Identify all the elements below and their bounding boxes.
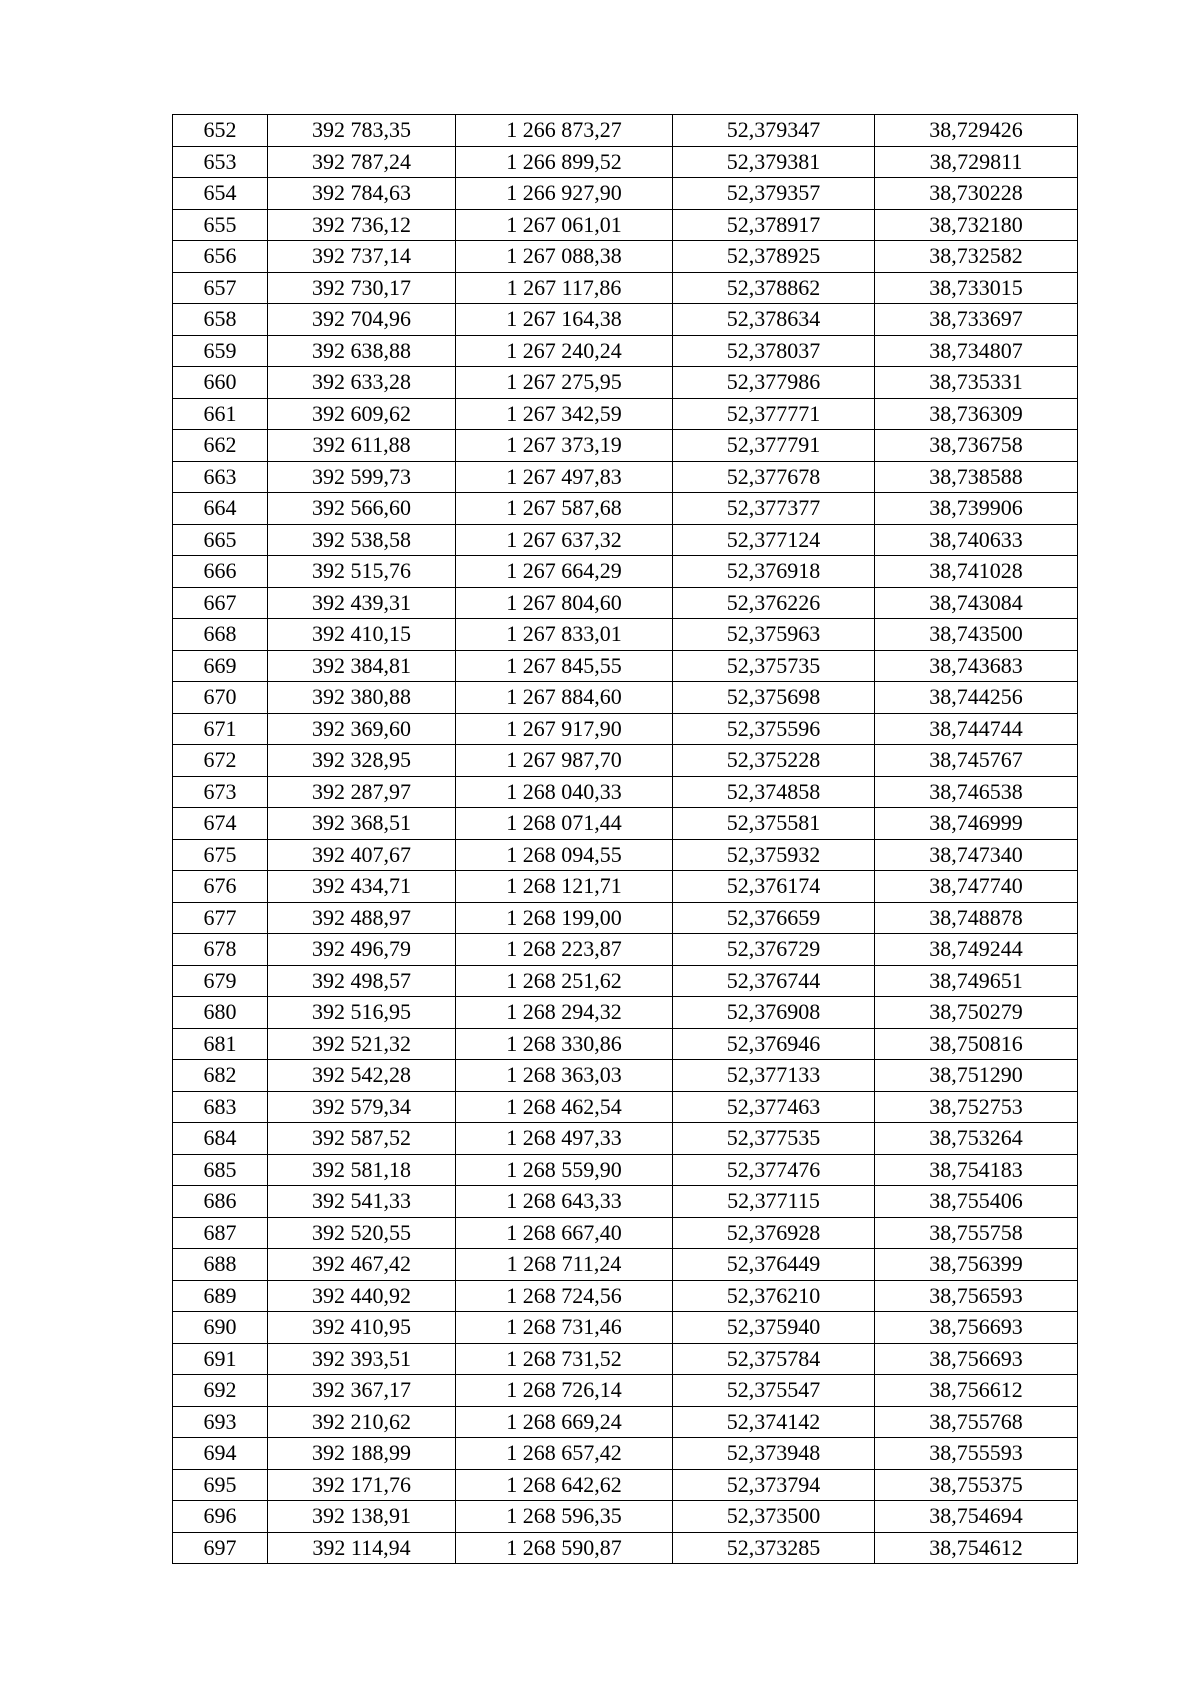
point-number-cell: 671 bbox=[173, 713, 268, 745]
x-coordinate-cell: 392 434,71 bbox=[268, 871, 456, 903]
latitude-cell: 52,376744 bbox=[673, 965, 875, 997]
latitude-cell: 52,378925 bbox=[673, 241, 875, 273]
table-row bbox=[173, 1154, 1078, 1186]
y-coordinate-cell: 1 268 724,56 bbox=[456, 1280, 673, 1312]
y-coordinate-cell: 1 267 987,70 bbox=[456, 745, 673, 777]
point-number-cell: 673 bbox=[173, 776, 268, 808]
longitude-cell: 38,756693 bbox=[875, 1343, 1078, 1375]
table-row bbox=[173, 430, 1078, 462]
x-coordinate-cell: 392 210,62 bbox=[268, 1406, 456, 1438]
y-coordinate-cell: 1 266 873,27 bbox=[456, 115, 673, 147]
point-number-cell: 684 bbox=[173, 1123, 268, 1155]
longitude-cell: 38,734807 bbox=[875, 335, 1078, 367]
table-row bbox=[173, 209, 1078, 241]
y-coordinate-cell: 1 267 275,95 bbox=[456, 367, 673, 399]
point-number-cell: 665 bbox=[173, 524, 268, 556]
y-coordinate-cell: 1 267 637,32 bbox=[456, 524, 673, 556]
latitude-cell: 52,376174 bbox=[673, 871, 875, 903]
x-coordinate-cell: 392 380,88 bbox=[268, 682, 456, 714]
x-coordinate-cell: 392 440,92 bbox=[268, 1280, 456, 1312]
longitude-cell: 38,753264 bbox=[875, 1123, 1078, 1155]
latitude-cell: 52,379357 bbox=[673, 178, 875, 210]
latitude-cell: 52,377377 bbox=[673, 493, 875, 525]
point-number-cell: 657 bbox=[173, 272, 268, 304]
longitude-cell: 38,749651 bbox=[875, 965, 1078, 997]
latitude-cell: 52,378862 bbox=[673, 272, 875, 304]
point-number-cell: 663 bbox=[173, 461, 268, 493]
point-number-cell: 666 bbox=[173, 556, 268, 588]
longitude-cell: 38,733697 bbox=[875, 304, 1078, 336]
y-coordinate-cell: 1 267 804,60 bbox=[456, 587, 673, 619]
latitude-cell: 52,379381 bbox=[673, 146, 875, 178]
latitude-cell: 52,376946 bbox=[673, 1028, 875, 1060]
table-row bbox=[173, 965, 1078, 997]
longitude-cell: 38,755593 bbox=[875, 1438, 1078, 1470]
table-row bbox=[173, 1060, 1078, 1092]
longitude-cell: 38,754612 bbox=[875, 1532, 1078, 1564]
latitude-cell: 52,375735 bbox=[673, 650, 875, 682]
table-row bbox=[173, 367, 1078, 399]
point-number-cell: 653 bbox=[173, 146, 268, 178]
point-number-cell: 691 bbox=[173, 1343, 268, 1375]
point-number-cell: 659 bbox=[173, 335, 268, 367]
coordinates-table bbox=[172, 114, 1078, 1564]
point-number-cell: 664 bbox=[173, 493, 268, 525]
point-number-cell: 694 bbox=[173, 1438, 268, 1470]
point-number-cell: 677 bbox=[173, 902, 268, 934]
longitude-cell: 38,732582 bbox=[875, 241, 1078, 273]
latitude-cell: 52,374858 bbox=[673, 776, 875, 808]
point-number-cell: 680 bbox=[173, 997, 268, 1029]
y-coordinate-cell: 1 268 643,33 bbox=[456, 1186, 673, 1218]
table-row bbox=[173, 1249, 1078, 1281]
y-coordinate-cell: 1 267 845,55 bbox=[456, 650, 673, 682]
longitude-cell: 38,739906 bbox=[875, 493, 1078, 525]
longitude-cell: 38,743683 bbox=[875, 650, 1078, 682]
latitude-cell: 52,377115 bbox=[673, 1186, 875, 1218]
x-coordinate-cell: 392 369,60 bbox=[268, 713, 456, 745]
y-coordinate-cell: 1 268 711,24 bbox=[456, 1249, 673, 1281]
point-number-cell: 662 bbox=[173, 430, 268, 462]
y-coordinate-cell: 1 267 833,01 bbox=[456, 619, 673, 651]
table-row bbox=[173, 524, 1078, 556]
latitude-cell: 52,373500 bbox=[673, 1501, 875, 1533]
longitude-cell: 38,750279 bbox=[875, 997, 1078, 1029]
x-coordinate-cell: 392 496,79 bbox=[268, 934, 456, 966]
longitude-cell: 38,756693 bbox=[875, 1312, 1078, 1344]
point-number-cell: 681 bbox=[173, 1028, 268, 1060]
latitude-cell: 52,375784 bbox=[673, 1343, 875, 1375]
y-coordinate-cell: 1 268 040,33 bbox=[456, 776, 673, 808]
point-number-cell: 676 bbox=[173, 871, 268, 903]
y-coordinate-cell: 1 267 117,86 bbox=[456, 272, 673, 304]
table-row bbox=[173, 1217, 1078, 1249]
y-coordinate-cell: 1 267 373,19 bbox=[456, 430, 673, 462]
longitude-cell: 38,749244 bbox=[875, 934, 1078, 966]
x-coordinate-cell: 392 114,94 bbox=[268, 1532, 456, 1564]
longitude-cell: 38,754183 bbox=[875, 1154, 1078, 1186]
latitude-cell: 52,375596 bbox=[673, 713, 875, 745]
longitude-cell: 38,743500 bbox=[875, 619, 1078, 651]
table-row bbox=[173, 461, 1078, 493]
point-number-cell: 678 bbox=[173, 934, 268, 966]
latitude-cell: 52,376449 bbox=[673, 1249, 875, 1281]
longitude-cell: 38,751290 bbox=[875, 1060, 1078, 1092]
y-coordinate-cell: 1 268 330,86 bbox=[456, 1028, 673, 1060]
table-row bbox=[173, 1186, 1078, 1218]
latitude-cell: 52,376729 bbox=[673, 934, 875, 966]
longitude-cell: 38,729811 bbox=[875, 146, 1078, 178]
x-coordinate-cell: 392 410,95 bbox=[268, 1312, 456, 1344]
x-coordinate-cell: 392 566,60 bbox=[268, 493, 456, 525]
table-row bbox=[173, 178, 1078, 210]
y-coordinate-cell: 1 268 731,46 bbox=[456, 1312, 673, 1344]
y-coordinate-cell: 1 267 497,83 bbox=[456, 461, 673, 493]
longitude-cell: 38,756593 bbox=[875, 1280, 1078, 1312]
x-coordinate-cell: 392 633,28 bbox=[268, 367, 456, 399]
x-coordinate-cell: 392 784,63 bbox=[268, 178, 456, 210]
table-row bbox=[173, 493, 1078, 525]
latitude-cell: 52,376918 bbox=[673, 556, 875, 588]
point-number-cell: 668 bbox=[173, 619, 268, 651]
table-row bbox=[173, 997, 1078, 1029]
point-number-cell: 670 bbox=[173, 682, 268, 714]
table-row bbox=[173, 398, 1078, 430]
point-number-cell: 672 bbox=[173, 745, 268, 777]
latitude-cell: 52,376210 bbox=[673, 1280, 875, 1312]
longitude-cell: 38,756399 bbox=[875, 1249, 1078, 1281]
x-coordinate-cell: 392 704,96 bbox=[268, 304, 456, 336]
longitude-cell: 38,738588 bbox=[875, 461, 1078, 493]
latitude-cell: 52,377791 bbox=[673, 430, 875, 462]
y-coordinate-cell: 1 268 251,62 bbox=[456, 965, 673, 997]
table-row bbox=[173, 808, 1078, 840]
longitude-cell: 38,744256 bbox=[875, 682, 1078, 714]
y-coordinate-cell: 1 267 664,29 bbox=[456, 556, 673, 588]
latitude-cell: 52,375963 bbox=[673, 619, 875, 651]
longitude-cell: 38,755406 bbox=[875, 1186, 1078, 1218]
table-row bbox=[173, 556, 1078, 588]
latitude-cell: 52,375940 bbox=[673, 1312, 875, 1344]
latitude-cell: 52,375698 bbox=[673, 682, 875, 714]
x-coordinate-cell: 392 520,55 bbox=[268, 1217, 456, 1249]
x-coordinate-cell: 392 488,97 bbox=[268, 902, 456, 934]
table-row bbox=[173, 241, 1078, 273]
latitude-cell: 52,376908 bbox=[673, 997, 875, 1029]
y-coordinate-cell: 1 268 669,24 bbox=[456, 1406, 673, 1438]
point-number-cell: 685 bbox=[173, 1154, 268, 1186]
point-number-cell: 690 bbox=[173, 1312, 268, 1344]
y-coordinate-cell: 1 268 590,87 bbox=[456, 1532, 673, 1564]
latitude-cell: 52,375547 bbox=[673, 1375, 875, 1407]
y-coordinate-cell: 1 268 223,87 bbox=[456, 934, 673, 966]
x-coordinate-cell: 392 736,12 bbox=[268, 209, 456, 241]
x-coordinate-cell: 392 599,73 bbox=[268, 461, 456, 493]
latitude-cell: 52,377476 bbox=[673, 1154, 875, 1186]
latitude-cell: 52,373948 bbox=[673, 1438, 875, 1470]
y-coordinate-cell: 1 268 363,03 bbox=[456, 1060, 673, 1092]
x-coordinate-cell: 392 439,31 bbox=[268, 587, 456, 619]
longitude-cell: 38,744744 bbox=[875, 713, 1078, 745]
latitude-cell: 52,374142 bbox=[673, 1406, 875, 1438]
y-coordinate-cell: 1 267 240,24 bbox=[456, 335, 673, 367]
table-row bbox=[173, 745, 1078, 777]
table-row bbox=[173, 1123, 1078, 1155]
table-row bbox=[173, 304, 1078, 336]
x-coordinate-cell: 392 579,34 bbox=[268, 1091, 456, 1123]
latitude-cell: 52,379347 bbox=[673, 115, 875, 147]
table-row bbox=[173, 619, 1078, 651]
table-row bbox=[173, 587, 1078, 619]
x-coordinate-cell: 392 138,91 bbox=[268, 1501, 456, 1533]
longitude-cell: 38,735331 bbox=[875, 367, 1078, 399]
point-number-cell: 688 bbox=[173, 1249, 268, 1281]
y-coordinate-cell: 1 267 061,01 bbox=[456, 209, 673, 241]
longitude-cell: 38,745767 bbox=[875, 745, 1078, 777]
table-row bbox=[173, 1532, 1078, 1564]
x-coordinate-cell: 392 787,24 bbox=[268, 146, 456, 178]
point-number-cell: 695 bbox=[173, 1469, 268, 1501]
y-coordinate-cell: 1 268 071,44 bbox=[456, 808, 673, 840]
y-coordinate-cell: 1 268 726,14 bbox=[456, 1375, 673, 1407]
y-coordinate-cell: 1 268 642,62 bbox=[456, 1469, 673, 1501]
x-coordinate-cell: 392 368,51 bbox=[268, 808, 456, 840]
y-coordinate-cell: 1 267 342,59 bbox=[456, 398, 673, 430]
x-coordinate-cell: 392 587,52 bbox=[268, 1123, 456, 1155]
table-row bbox=[173, 650, 1078, 682]
table-row bbox=[173, 1343, 1078, 1375]
latitude-cell: 52,376226 bbox=[673, 587, 875, 619]
point-number-cell: 660 bbox=[173, 367, 268, 399]
y-coordinate-cell: 1 268 121,71 bbox=[456, 871, 673, 903]
x-coordinate-cell: 392 328,95 bbox=[268, 745, 456, 777]
latitude-cell: 52,376928 bbox=[673, 1217, 875, 1249]
point-number-cell: 674 bbox=[173, 808, 268, 840]
table-row bbox=[173, 871, 1078, 903]
longitude-cell: 38,743084 bbox=[875, 587, 1078, 619]
y-coordinate-cell: 1 268 199,00 bbox=[456, 902, 673, 934]
y-coordinate-cell: 1 268 559,90 bbox=[456, 1154, 673, 1186]
latitude-cell: 52,378917 bbox=[673, 209, 875, 241]
longitude-cell: 38,748878 bbox=[875, 902, 1078, 934]
x-coordinate-cell: 392 498,57 bbox=[268, 965, 456, 997]
y-coordinate-cell: 1 268 657,42 bbox=[456, 1438, 673, 1470]
point-number-cell: 693 bbox=[173, 1406, 268, 1438]
x-coordinate-cell: 392 171,76 bbox=[268, 1469, 456, 1501]
latitude-cell: 52,376659 bbox=[673, 902, 875, 934]
table-row bbox=[173, 934, 1078, 966]
table-row bbox=[173, 335, 1078, 367]
table-row bbox=[173, 1091, 1078, 1123]
y-coordinate-cell: 1 267 884,60 bbox=[456, 682, 673, 714]
x-coordinate-cell: 392 638,88 bbox=[268, 335, 456, 367]
longitude-cell: 38,747340 bbox=[875, 839, 1078, 871]
y-coordinate-cell: 1 267 088,38 bbox=[456, 241, 673, 273]
y-coordinate-cell: 1 268 497,33 bbox=[456, 1123, 673, 1155]
y-coordinate-cell: 1 268 094,55 bbox=[456, 839, 673, 871]
point-number-cell: 655 bbox=[173, 209, 268, 241]
x-coordinate-cell: 392 287,97 bbox=[268, 776, 456, 808]
x-coordinate-cell: 392 384,81 bbox=[268, 650, 456, 682]
x-coordinate-cell: 392 410,15 bbox=[268, 619, 456, 651]
x-coordinate-cell: 392 611,88 bbox=[268, 430, 456, 462]
table-row bbox=[173, 1469, 1078, 1501]
table-row bbox=[173, 776, 1078, 808]
y-coordinate-cell: 1 266 899,52 bbox=[456, 146, 673, 178]
x-coordinate-cell: 392 737,14 bbox=[268, 241, 456, 273]
table-row bbox=[173, 1312, 1078, 1344]
y-coordinate-cell: 1 268 462,54 bbox=[456, 1091, 673, 1123]
y-coordinate-cell: 1 268 294,32 bbox=[456, 997, 673, 1029]
y-coordinate-cell: 1 267 917,90 bbox=[456, 713, 673, 745]
latitude-cell: 52,378037 bbox=[673, 335, 875, 367]
coordinates-table-body bbox=[173, 115, 1078, 1564]
y-coordinate-cell: 1 267 164,38 bbox=[456, 304, 673, 336]
x-coordinate-cell: 392 516,95 bbox=[268, 997, 456, 1029]
point-number-cell: 679 bbox=[173, 965, 268, 997]
point-number-cell: 689 bbox=[173, 1280, 268, 1312]
longitude-cell: 38,730228 bbox=[875, 178, 1078, 210]
latitude-cell: 52,375581 bbox=[673, 808, 875, 840]
latitude-cell: 52,377124 bbox=[673, 524, 875, 556]
longitude-cell: 38,746538 bbox=[875, 776, 1078, 808]
point-number-cell: 661 bbox=[173, 398, 268, 430]
longitude-cell: 38,736309 bbox=[875, 398, 1078, 430]
x-coordinate-cell: 392 541,33 bbox=[268, 1186, 456, 1218]
longitude-cell: 38,755375 bbox=[875, 1469, 1078, 1501]
point-number-cell: 696 bbox=[173, 1501, 268, 1533]
point-number-cell: 682 bbox=[173, 1060, 268, 1092]
longitude-cell: 38,752753 bbox=[875, 1091, 1078, 1123]
y-coordinate-cell: 1 266 927,90 bbox=[456, 178, 673, 210]
point-number-cell: 687 bbox=[173, 1217, 268, 1249]
latitude-cell: 52,377463 bbox=[673, 1091, 875, 1123]
latitude-cell: 52,375932 bbox=[673, 839, 875, 871]
latitude-cell: 52,378634 bbox=[673, 304, 875, 336]
table-row bbox=[173, 1501, 1078, 1533]
x-coordinate-cell: 392 730,17 bbox=[268, 272, 456, 304]
latitude-cell: 52,377133 bbox=[673, 1060, 875, 1092]
y-coordinate-cell: 1 268 667,40 bbox=[456, 1217, 673, 1249]
x-coordinate-cell: 392 581,18 bbox=[268, 1154, 456, 1186]
longitude-cell: 38,740633 bbox=[875, 524, 1078, 556]
table-row bbox=[173, 115, 1078, 147]
longitude-cell: 38,754694 bbox=[875, 1501, 1078, 1533]
latitude-cell: 52,373794 bbox=[673, 1469, 875, 1501]
x-coordinate-cell: 392 521,32 bbox=[268, 1028, 456, 1060]
point-number-cell: 675 bbox=[173, 839, 268, 871]
x-coordinate-cell: 392 609,62 bbox=[268, 398, 456, 430]
x-coordinate-cell: 392 188,99 bbox=[268, 1438, 456, 1470]
table-row bbox=[173, 1406, 1078, 1438]
latitude-cell: 52,377535 bbox=[673, 1123, 875, 1155]
y-coordinate-cell: 1 267 587,68 bbox=[456, 493, 673, 525]
table-row bbox=[173, 1375, 1078, 1407]
point-number-cell: 656 bbox=[173, 241, 268, 273]
longitude-cell: 38,755768 bbox=[875, 1406, 1078, 1438]
latitude-cell: 52,375228 bbox=[673, 745, 875, 777]
table-row bbox=[173, 1028, 1078, 1060]
latitude-cell: 52,377771 bbox=[673, 398, 875, 430]
point-number-cell: 683 bbox=[173, 1091, 268, 1123]
y-coordinate-cell: 1 268 731,52 bbox=[456, 1343, 673, 1375]
point-number-cell: 692 bbox=[173, 1375, 268, 1407]
x-coordinate-cell: 392 542,28 bbox=[268, 1060, 456, 1092]
latitude-cell: 52,373285 bbox=[673, 1532, 875, 1564]
point-number-cell: 669 bbox=[173, 650, 268, 682]
longitude-cell: 38,733015 bbox=[875, 272, 1078, 304]
longitude-cell: 38,732180 bbox=[875, 209, 1078, 241]
table-row bbox=[173, 272, 1078, 304]
x-coordinate-cell: 392 407,67 bbox=[268, 839, 456, 871]
x-coordinate-cell: 392 538,58 bbox=[268, 524, 456, 556]
table-row bbox=[173, 902, 1078, 934]
x-coordinate-cell: 392 515,76 bbox=[268, 556, 456, 588]
table-row bbox=[173, 713, 1078, 745]
point-number-cell: 667 bbox=[173, 587, 268, 619]
longitude-cell: 38,750816 bbox=[875, 1028, 1078, 1060]
longitude-cell: 38,756612 bbox=[875, 1375, 1078, 1407]
longitude-cell: 38,746999 bbox=[875, 808, 1078, 840]
point-number-cell: 654 bbox=[173, 178, 268, 210]
table-row bbox=[173, 1438, 1078, 1470]
longitude-cell: 38,736758 bbox=[875, 430, 1078, 462]
longitude-cell: 38,741028 bbox=[875, 556, 1078, 588]
y-coordinate-cell: 1 268 596,35 bbox=[456, 1501, 673, 1533]
longitude-cell: 38,747740 bbox=[875, 871, 1078, 903]
point-number-cell: 658 bbox=[173, 304, 268, 336]
x-coordinate-cell: 392 783,35 bbox=[268, 115, 456, 147]
table-row bbox=[173, 839, 1078, 871]
x-coordinate-cell: 392 393,51 bbox=[268, 1343, 456, 1375]
latitude-cell: 52,377678 bbox=[673, 461, 875, 493]
x-coordinate-cell: 392 367,17 bbox=[268, 1375, 456, 1407]
table-row bbox=[173, 682, 1078, 714]
longitude-cell: 38,755758 bbox=[875, 1217, 1078, 1249]
longitude-cell: 38,729426 bbox=[875, 115, 1078, 147]
table-row bbox=[173, 146, 1078, 178]
table-row bbox=[173, 1280, 1078, 1312]
point-number-cell: 686 bbox=[173, 1186, 268, 1218]
point-number-cell: 697 bbox=[173, 1532, 268, 1564]
latitude-cell: 52,377986 bbox=[673, 367, 875, 399]
point-number-cell: 652 bbox=[173, 115, 268, 147]
x-coordinate-cell: 392 467,42 bbox=[268, 1249, 456, 1281]
